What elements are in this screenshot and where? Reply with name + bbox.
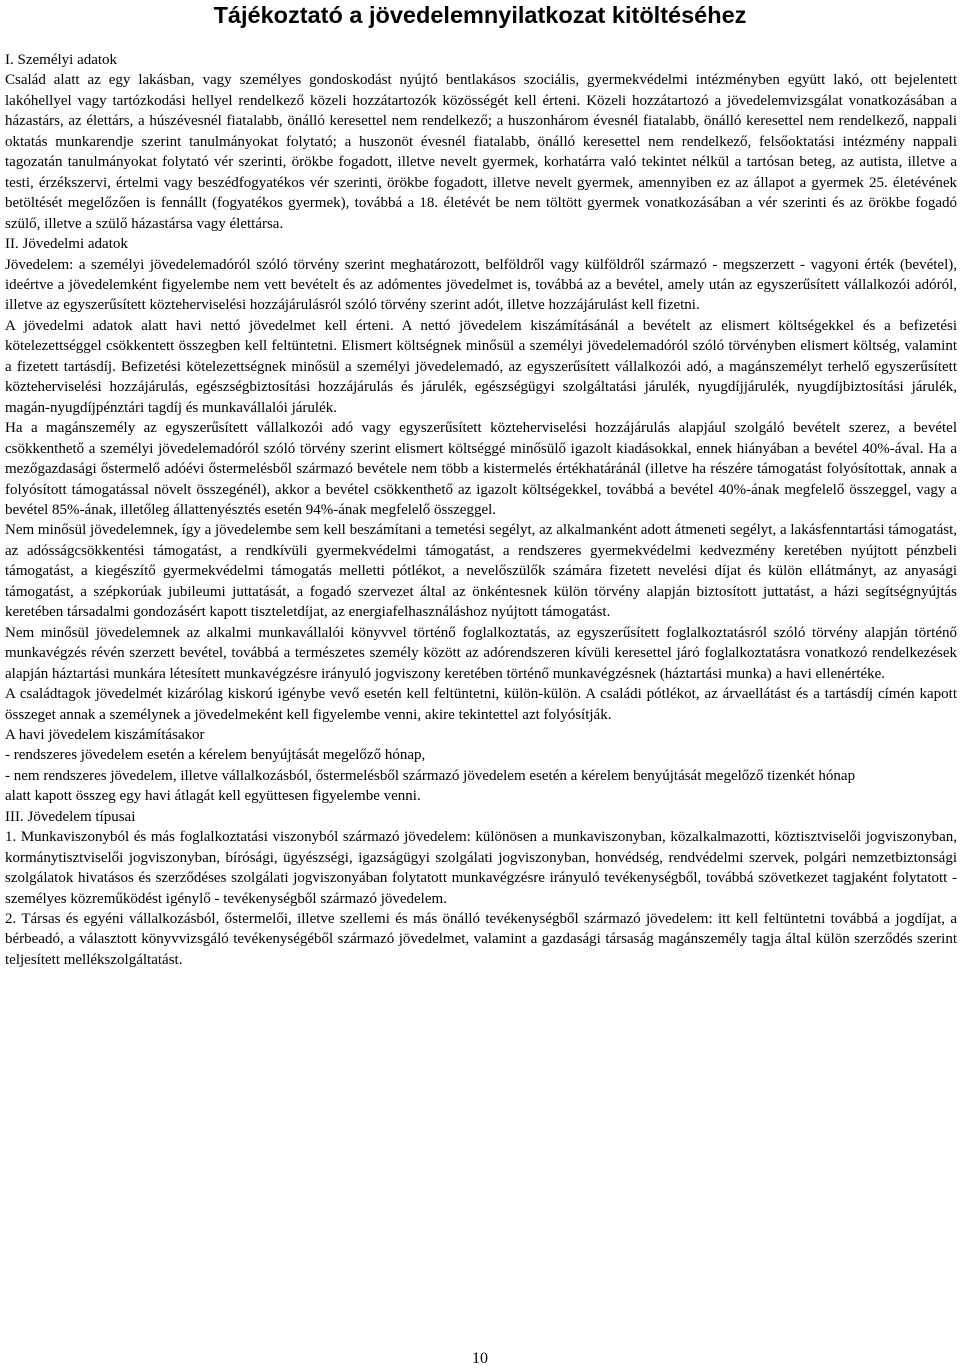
paragraph-simplified-tax: Ha a magánszemély az egyszerűsített vállalkozói adó vagy egyszerűsített közteherviselési hozzájárulás alapjául szolgáló bevételt szerez, a bevétel csökkenthető a személyi jövedelemadóról szóló törvény szerint elismert költséggé minősülő igazolt kiadásokkal, ennek hiányában a bevétel 40%-ával. Ha a mezőgazdasági őstermelő adóévi őstermelésből származó bevétele nem több a kistermelés értékhatáránál (illetve ha részére támogatást folyósítottak, annak a folyósított támogatással növelt összegénél), akkor a bevétel csökkenthető az igazolt költségekkel, továbbá a bevétel 40%-ának megfelelő összeggel, vagy a bevétel 85%-ának, illetőleg állattenyésztés esetén 94%-ának megfelelő összeggel. bbox=[5, 420, 957, 518]
section-heading-income: II. Jövedelmi adatok bbox=[5, 236, 128, 253]
paragraph-excluded-work: Nem minősül jövedelemnek az alkalmi munkavállalói könyvvel történő foglalkoztatás, az egyszerűsített foglalkoztatásról szóló törvény alapján történő munkavégzés révén szerzett bevétel, továbbá a természetes személy között az adórendszeren kívüli keresettel járó foglalkoztatásra vonatkozó rendelkezések alapján háztartási munkára létesített munkavégzésre irányuló jogviszony keretében történő munkavégzésnek (háztartási munka) a havi ellenértéke. bbox=[5, 624, 957, 682]
list-item-regular-income: - rendszeres jövedelem esetén a kérelem benyújtását megelőző hónap, bbox=[5, 747, 426, 764]
paragraph-monthly-average: alatt kapott összeg egy havi átlagát kell együttesen figyelembe venni. bbox=[5, 788, 421, 805]
paragraph-monthly-calc: A havi jövedelem kiszámításakor bbox=[5, 726, 205, 743]
list-item-business-income: 2. Társas és egyéni vállalkozásból, őstermelői, illetve szellemi és más önálló tevékenységből származó jövedelem: itt kell feltüntetni továbbá a jogdíjat, a bérbeadó, a választott könyvvizsgáló tevékenységéből származó jövedelmet, valamint a gazdasági társaság magánszemély tagja által külön szerződés szerint teljesített mellékszolgáltatást. bbox=[5, 911, 957, 968]
page-number: 10 bbox=[472, 1350, 488, 1367]
paragraph-income-definition: Jövedelem: a személyi jövedelemadóról szóló törvény szerint meghatározott, belföldről vagy külföldről származó - megszerzett - vagyoni érték (bevétel), ideértve a jövedelemként figyelembe nem vett bevételt és az adómentes jövedelmet is, továbbá az a bevétel, amely után az egyszerűsített vállalkozói adóról, illetve az egyszerűsített közteherviselési hozzájárulásról szóló törvény szerint adót, illetve hozzájárulást kell fizetni. bbox=[5, 256, 957, 314]
paragraph-excluded-benefits: Nem minősül jövedelemnek, így a jövedelembe sem kell beszámítani a temetési segélyt, az alkalmanként adott átmeneti segélyt, a lakásfenntartási támogatást, az adósságcsökkentési támogatást, a rendkívüli gyermekvédelmi támogatást, a rendszeres gyermekvédelmi kedvezmény keretében nyújtott pénzbeli támogatást, a kiegészítő gyermekvédelmi támogatás melletti pótlékot, a nevelőszülők számára fizetett nevelési díjat és külön ellátmányt, az anyasági támogatást, a szépkorúak jubileumi juttatását, a fogadó szervezet által az önkéntesnek külön törvény alapján biztosított juttatást, a házi segítségnyújtás keretében társadalmi gondozásért kapott tiszteletdíjat, az energiafelhasználáshoz nyújtott támogatást. bbox=[5, 522, 957, 621]
section-heading-personal: I. Személyi adatok bbox=[5, 52, 118, 68]
document-body bbox=[5, 50, 957, 970]
paragraph-family-definition: Család alatt az egy lakásban, vagy személyes gondoskodást nyújtó bentlakásos szociális, gyermekvédelmi intézményben együtt lakó, ott bejelentett lakóhellyel vagy tartózkodási hellyel rendelkező közeli hozzátartozók közösségét kell érteni. Közeli hozzátartozó a jövedelemvizsgálat vonatkozásában a házastárs, az élettárs, a húszévesnél fiatalabb, önálló keresettel nem rendelkező; a huszonhárom évesnél fiatalabb, önálló keresettel nem rendelkező, nappali oktatás munkarendje szerint tanulmányokat folytató; a huszonöt évesnél fiatalabb, önálló keresettel nem rendelkező, felsőoktatási intézmény nappali tagozatán tanulmányokat folytató vér szerinti, örökbe fogadott, illetve nevelt gyermek, korhatárra való tekintet nélkül a tartósan beteg, az autista, illetve a testi, érzékszervi, értelmi vagy beszédfogyatékos vér szerinti, örökbe fogadott, illetve nevelt gyermek, amennyiben ez az állapot a gyermek 25. életévének betöltését megelőzően is fennállt (fogyatékos gyermek), továbbá a 18. életévét be nem töltött gyermek vonatkozásában a vér szerinti és az örökbe fogadó szülő, illetve a szülő házastársa vagy élettársa. bbox=[5, 72, 957, 232]
list-item-employment-income: 1. Munkaviszonyból és más foglalkoztatási viszonyból származó jövedelem: különösen a munkaviszonyban, közalkalmazotti, köztisztviselői jogviszonyban, kormánytisztviselői jogviszonyban, bírósági, ügyészségi, igazságügyi szolgálati jogviszonyban, honvédség, rendvédelmi szervek, polgári nemzetbiztonsági szolgálatok hivatásos és szerződéses szolgálati jogviszonyában folytatott munkavégzésre irányuló tevékenységből, továbbá szövetkezet tagjaként folytatott - személyes közreműködést igénylő - tevékenységből származó jövedelem. bbox=[5, 829, 957, 907]
section-heading-income-types: III. Jövedelem típusai bbox=[5, 808, 136, 825]
page-title: Tájékoztató a jövedelemnyilatkozat kitöltéséhez bbox=[213, 2, 747, 28]
paragraph-net-income: A jövedelmi adatok alatt havi nettó jövedelmet kell érteni. A nettó jövedelem kiszámításánál a bevételt az elismert költségekkel és a befizetési kötelezettséggel csökkentett összegben kell feltüntetni. Elismert költségnek minősül a személyi jövedelemadóról szóló törvényben elismert költség, valamint a fizetett tartásdíj. Befizetési kötelezettségnek minősül a személyi jövedelemadó, az egyszerűsített vállalkozói adó, a magánszemélyt terhelő egyszerűsített közteherviselési hozzájárulás, egészségbiztosítási hozzájárulás és járulék, egészségügyi szolgáltatási járulék, nyugdíjjárulék, nyugdíjbiztosítási járulék, magán-nyugdíjpénztári tagdíj és munkavállalói járulék. bbox=[5, 317, 957, 416]
paragraph-family-members: A családtagok jövedelmét kizárólag kiskorú igénybe vevő esetén kell feltüntetni, külön-külön. A családi pótlékot, az árvaellátást és a tartásdíj címén kapott összeget annak a személynek a jövedelmeként kell figyelembe venni, akire tekintettel azt folyósítják. bbox=[5, 686, 957, 723]
list-item-irregular-income: - nem rendszeres jövedelem, illetve vállalkozásból, őstermelésből származó jövedelem esetén a kérelem benyújtását megelőző tizenkét hónap bbox=[5, 767, 856, 784]
